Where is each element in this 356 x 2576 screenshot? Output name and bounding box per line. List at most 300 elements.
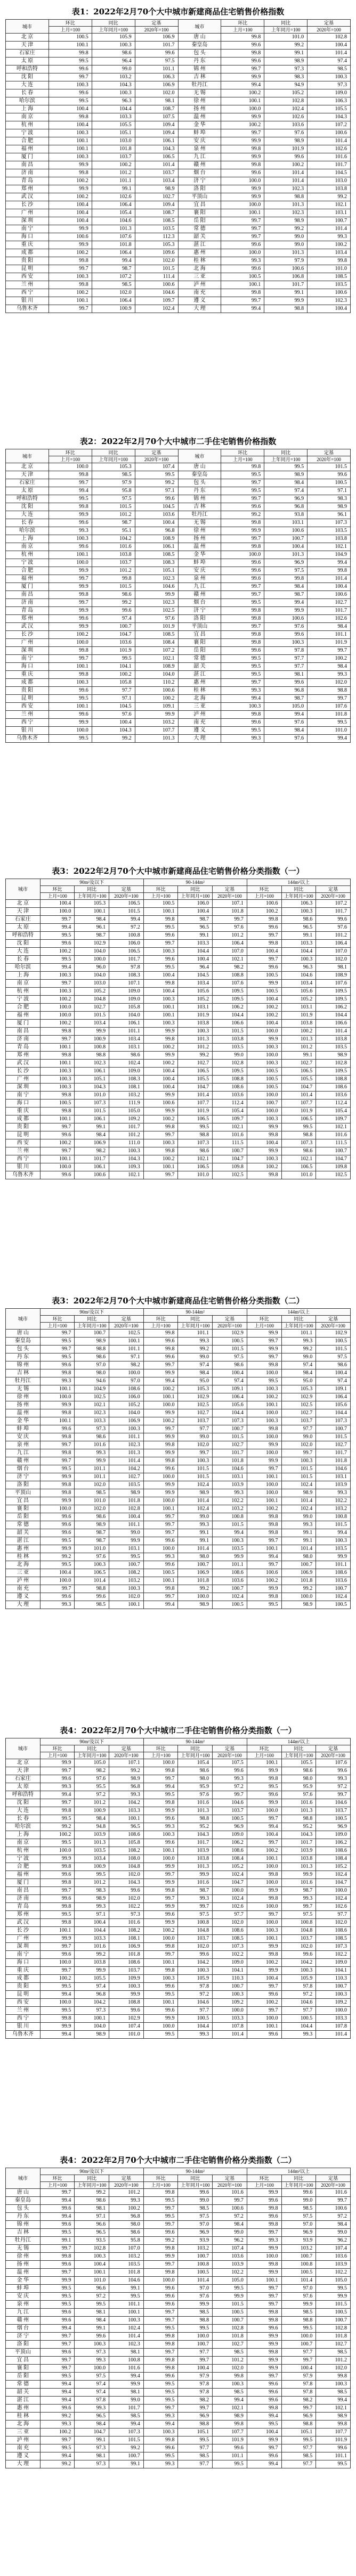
table-row (6, 1409, 351, 1417)
value-cell: 106.3 (135, 73, 178, 81)
value-cell: 99.8 (247, 1951, 281, 1959)
value-cell: 100.2 (221, 121, 264, 129)
value-cell: 102.8 (75, 2245, 109, 2253)
header-cell: 同比 (75, 1316, 109, 1323)
city-cell: 泸 州 (178, 711, 221, 719)
value-cell: 99.9 (247, 2333, 281, 2341)
value-cell: 99.9 (221, 193, 264, 201)
value-cell: 96.5 (109, 1823, 144, 1831)
value-cell: 101.5 (316, 1521, 351, 1529)
value-cell: 102.8 (316, 1060, 351, 1068)
value-cell: 99.6 (221, 559, 264, 567)
value-cell: 99.9 (48, 161, 92, 169)
value-cell: 99.7 (221, 535, 264, 543)
value-cell: 99.9 (316, 1553, 351, 1561)
value-cell: 102.0 (213, 2365, 247, 2373)
value-cell: 97.1 (135, 487, 178, 495)
value-cell: 97.2 (178, 1991, 213, 1999)
city-cell: 蚌 埠 (6, 2285, 41, 2293)
header-cell: 同比 (92, 449, 135, 456)
value-cell: 106.5 (109, 948, 144, 956)
value-cell: 103.9 (281, 1847, 316, 1855)
value-cell: 96.9 (178, 2229, 213, 2237)
city-cell: 宁 波 (6, 996, 41, 1004)
value-cell: 104.6 (135, 289, 178, 297)
value-cell: 98.2 (281, 2397, 316, 2405)
city-cell: 南 充 (6, 2444, 41, 2452)
value-cell: 99.5 (281, 2325, 316, 2333)
value-cell: 101.9 (281, 1012, 316, 1020)
value-cell: 100.2 (247, 1012, 281, 1020)
city-cell: 广 州 (6, 209, 49, 217)
value-cell: 100.0 (213, 1887, 247, 1895)
table-row (6, 1593, 351, 1601)
city-cell: 温 州 (6, 1409, 41, 1417)
value-cell: 99.7 (40, 1330, 75, 1338)
value-cell: 108.4 (213, 1855, 247, 1863)
value-cell: 99.6 (247, 1791, 281, 1799)
value-cell: 105.4 (213, 1107, 247, 1115)
value-cell: 99.6 (221, 503, 264, 511)
value-cell: 99.5 (247, 2421, 281, 2429)
value-cell: 100.7 (316, 1425, 351, 1433)
value-cell: 99.8 (40, 1489, 75, 1497)
table-row (6, 2365, 351, 2373)
city-cell: 哈尔滨 (6, 1823, 41, 1831)
value-cell: 98.0 (281, 1553, 316, 1561)
value-cell: 104.4 (316, 1012, 351, 1020)
value-cell: 107.3 (213, 1417, 247, 1425)
value-cell: 102.1 (135, 655, 178, 663)
value-cell: 100.0 (247, 1903, 281, 1911)
value-cell: 101.6 (213, 2189, 247, 2197)
table-row (6, 900, 351, 908)
value-cell: 100.9 (92, 305, 135, 313)
value-cell: 101.2 (109, 2189, 144, 2197)
value-cell: 99.4 (40, 964, 75, 972)
subheader-cell: 上年同月=100 (178, 1752, 213, 1759)
table-row (6, 2421, 351, 2429)
value-cell: 99.0 (178, 1353, 213, 1361)
value-cell: 100.1 (143, 1012, 178, 1020)
value-cell: 99.6 (247, 1991, 281, 1999)
value-cell: 99.3 (281, 2031, 316, 2039)
value-cell: 99.9 (247, 1441, 281, 1449)
value-cell: 107.4 (213, 2245, 247, 2253)
value-cell: 103.4 (75, 1020, 109, 1028)
value-cell: 99.8 (143, 2341, 178, 2349)
value-cell: 102.1 (213, 956, 247, 964)
value-cell: 100.0 (221, 177, 264, 185)
value-cell: 98.9 (75, 1521, 109, 1529)
value-cell: 100.1 (48, 297, 92, 305)
value-cell: 108.1 (109, 1084, 144, 1092)
value-cell: 99.3 (281, 1895, 316, 1903)
value-cell: 98.1 (75, 2309, 109, 2317)
city-cell: 锦 州 (178, 65, 221, 73)
city-cell: 济 南 (6, 599, 49, 607)
value-cell: 100.5 (247, 988, 281, 996)
header-cell: 城市 (6, 1738, 41, 1759)
value-cell: 104.4 (178, 2023, 213, 2031)
value-cell: 100.8 (109, 2357, 144, 2365)
value-cell: 95.2 (178, 1823, 213, 1831)
value-cell: 99.8 (221, 631, 264, 639)
value-cell: 100.6 (247, 1569, 281, 1577)
value-cell: 103.3 (75, 1417, 109, 1425)
value-cell: 107.5 (213, 1759, 247, 1767)
city-cell: 长 春 (6, 1815, 41, 1823)
city-cell: 成 都 (6, 1975, 41, 1983)
value-cell: 99.9 (48, 185, 92, 193)
value-cell: 97.7 (264, 655, 308, 663)
table-row (6, 527, 351, 535)
value-cell: 103.8 (178, 1020, 213, 1028)
city-cell: 西 安 (6, 1999, 41, 2007)
value-cell: 99.0 (264, 233, 308, 241)
value-cell: 93.8 (264, 511, 308, 519)
value-cell: 99.7 (247, 2444, 281, 2452)
value-cell: 97.5 (75, 2373, 109, 2381)
value-cell: 99.6 (264, 679, 308, 687)
value-cell: 98.5 (92, 281, 135, 289)
value-cell: 100.0 (281, 2333, 316, 2341)
value-cell: 100.7 (178, 1561, 213, 1569)
header-cell: 同比 (281, 1316, 316, 1323)
value-cell: 99.9 (247, 1767, 281, 1775)
value-cell: 99.5 (40, 2007, 75, 2015)
value-cell: 99.2 (40, 2413, 75, 2421)
city-cell: 金 华 (6, 2277, 41, 2285)
table-block-1 (5, 4, 351, 313)
table-row (6, 281, 351, 289)
value-cell: 106.8 (264, 273, 308, 281)
value-cell: 100.2 (247, 1163, 281, 1171)
city-cell: 昆 明 (6, 1991, 41, 1999)
city-cell: 宁 波 (6, 559, 49, 567)
value-cell: 99.8 (247, 940, 281, 948)
table-row (6, 73, 351, 81)
value-cell: 98.5 (178, 2205, 213, 2213)
value-cell: 99.9 (247, 1147, 281, 1155)
value-cell: 99.9 (40, 2023, 75, 2031)
value-cell: 99.6 (75, 2333, 109, 2341)
value-cell: 99.9 (40, 1545, 75, 1553)
header-cell: 环比 (247, 886, 281, 893)
table-row (6, 2309, 351, 2317)
value-cell: 99.5 (143, 2452, 178, 2460)
table-row (6, 1831, 351, 1839)
city-cell: 南 宁 (6, 1951, 41, 1959)
value-cell: 99.7 (143, 2349, 178, 2357)
city-cell: 三 亚 (178, 703, 221, 711)
city-cell: 吉 林 (6, 2229, 41, 2237)
value-cell: 101.9 (264, 145, 308, 153)
city-cell: 贵 阳 (6, 687, 49, 695)
value-cell: 97.6 (281, 1791, 316, 1799)
value-cell: 101.7 (75, 1155, 109, 1163)
header-cell: 环比 (247, 1316, 281, 1323)
value-cell: 107.3 (75, 1100, 109, 1107)
value-cell: 100.3 (48, 129, 92, 137)
city-cell: 福 州 (6, 575, 49, 583)
value-cell: 99.8 (143, 1585, 178, 1593)
value-cell: 100.1 (221, 281, 264, 289)
table-row (6, 65, 351, 73)
value-cell: 98.9 (264, 137, 308, 145)
table-row (6, 1338, 351, 1346)
value-cell: 99.8 (48, 647, 92, 655)
value-cell: 99.3 (213, 1489, 247, 1497)
value-cell: 99.6 (178, 2189, 213, 2197)
table-row (6, 1521, 351, 1529)
value-cell: 109.6 (135, 249, 178, 257)
value-cell: 98.5 (308, 65, 351, 73)
value-cell: 95.8 (109, 2237, 144, 2245)
header-cell: 同比 (75, 886, 109, 893)
value-cell: 100.0 (221, 201, 264, 209)
value-cell: 100.5 (247, 1076, 281, 1084)
header-cell: 定基 (316, 1745, 351, 1752)
value-cell: 98.9 (281, 1489, 316, 1497)
value-cell: 100.2 (308, 655, 351, 663)
value-cell: 99.5 (221, 655, 264, 663)
value-cell: 100.4 (143, 1076, 178, 1084)
value-cell: 99.6 (40, 1593, 75, 1601)
value-cell: 102.3 (308, 297, 351, 305)
subheader-cell: 上月=100 (247, 2182, 281, 2189)
value-cell: 99.3 (281, 1521, 316, 1529)
value-cell: 102.8 (213, 2325, 247, 2333)
value-cell: 102.0 (316, 1919, 351, 1927)
value-cell: 99.5 (40, 1537, 75, 1545)
value-cell: 98.5 (178, 2309, 213, 2317)
value-cell: 99.7 (40, 2245, 75, 2253)
value-cell: 100.4 (247, 948, 281, 956)
value-cell: 104.6 (316, 1465, 351, 1473)
value-cell: 99.8 (143, 2357, 178, 2365)
table-row (6, 655, 351, 663)
city-cell: 泸 州 (6, 2436, 41, 2444)
value-cell: 100.2 (40, 2429, 75, 2436)
value-cell: 104.7 (213, 1155, 247, 1163)
table-row (6, 988, 351, 996)
value-cell: 106.0 (178, 900, 213, 908)
city-cell: 南 京 (6, 1839, 41, 1847)
price-index-table (5, 879, 351, 1179)
value-cell: 99.5 (316, 2285, 351, 2293)
value-cell: 103.8 (92, 551, 135, 559)
value-cell: 99.7 (247, 2301, 281, 2309)
subheader-cell: 上月=100 (143, 893, 178, 900)
value-cell: 97.5 (281, 2213, 316, 2221)
city-cell: 兰 州 (6, 281, 49, 289)
value-cell: 99.4 (213, 1529, 247, 1537)
value-cell: 99.4 (221, 695, 264, 703)
value-cell: 100.0 (48, 727, 92, 735)
value-cell: 100.0 (40, 1999, 75, 2007)
value-cell: 104.0 (109, 1012, 144, 1020)
city-cell: 昆 明 (6, 265, 49, 273)
value-cell: 99.6 (221, 42, 264, 50)
value-cell: 101.1 (75, 1465, 109, 1473)
value-cell: 99.8 (143, 1887, 178, 1895)
value-cell: 100.2 (92, 671, 135, 679)
value-cell: 105.1 (281, 2429, 316, 2436)
table-row (6, 1545, 351, 1553)
value-cell: 100.3 (48, 273, 92, 281)
value-cell: 103.7 (92, 153, 135, 161)
value-cell: 104.2 (109, 1799, 144, 1807)
value-cell: 100.2 (48, 289, 92, 297)
value-cell: 101.3 (281, 1036, 316, 1044)
value-cell: 103.5 (213, 1044, 247, 1052)
city-cell: 遵 义 (6, 1593, 41, 1601)
value-cell: 98.9 (264, 217, 308, 225)
value-cell: 100.6 (75, 1171, 109, 1179)
value-cell: 99.8 (221, 161, 264, 169)
value-cell: 100.2 (40, 1139, 75, 1147)
value-cell: 98.5 (281, 2205, 316, 2213)
city-cell: 广 州 (6, 639, 49, 647)
value-cell: 98.1 (75, 2205, 109, 2213)
table-row (6, 567, 351, 575)
city-cell: 银 川 (6, 2023, 41, 2031)
value-cell: 99.9 (143, 1052, 178, 1060)
value-cell: 100.1 (143, 908, 178, 916)
value-cell: 104.6 (281, 1999, 316, 2007)
value-cell: 101.7 (135, 42, 178, 50)
value-cell: 99.4 (247, 1823, 281, 1831)
value-cell: 100.7 (247, 1100, 281, 1107)
value-cell: 102.0 (109, 1895, 144, 1903)
value-cell: 97.7 (178, 2460, 213, 2468)
value-cell: 100.5 (178, 2269, 213, 2277)
value-cell: 99.3 (221, 257, 264, 265)
table-row (6, 1330, 351, 1338)
value-cell: 108.8 (109, 1999, 144, 2007)
value-cell: 99.7 (40, 2357, 75, 2365)
value-cell: 97.0 (178, 2221, 213, 2229)
value-cell: 112.3 (135, 233, 178, 241)
city-cell: 银 川 (6, 297, 49, 305)
value-cell: 101.2 (75, 1799, 109, 1807)
table-title: 表1：2022年2月70个大中城市新建商品住宅销售价格指数 (71, 7, 285, 17)
value-cell: 99.8 (316, 2421, 351, 2429)
table-row (6, 2237, 351, 2245)
value-cell: 101.7 (109, 1123, 144, 1131)
value-cell: 99.0 (281, 1353, 316, 1361)
subheader-cell: 2020年=100 (213, 1323, 247, 1330)
value-cell: 112.4 (316, 1100, 351, 1107)
value-cell: 99.6 (221, 265, 264, 273)
value-cell: 99.6 (135, 50, 178, 58)
city-cell: 宜 昌 (6, 2357, 41, 2365)
table-row (6, 161, 351, 169)
value-cell: 99.8 (143, 1943, 178, 1951)
value-cell: 98.8 (75, 1585, 109, 1593)
value-cell: 99.2 (75, 2189, 109, 2197)
value-cell: 102.7 (135, 193, 178, 201)
value-cell: 103.6 (213, 2253, 247, 2261)
table-row (6, 535, 351, 543)
city-cell: 南 充 (178, 289, 221, 297)
city-cell: 吉 林 (6, 1369, 41, 1377)
value-cell: 99.6 (40, 1871, 75, 1879)
value-cell: 105.1 (92, 129, 135, 137)
value-cell: 106.1 (75, 1068, 109, 1076)
value-cell: 102.6 (264, 113, 308, 121)
value-cell: 99.5 (178, 2436, 213, 2444)
value-cell: 103.2 (281, 2245, 316, 2253)
city-cell: 哈尔滨 (6, 964, 41, 972)
value-cell: 103.7 (213, 1807, 247, 1815)
value-cell: 96.8 (264, 503, 308, 511)
city-cell: 宁 波 (6, 1855, 41, 1863)
value-cell: 100.1 (143, 1505, 178, 1513)
value-cell: 110.2 (135, 679, 178, 687)
table-row (6, 2261, 351, 2269)
value-cell: 103.8 (75, 1959, 109, 1967)
value-cell: 108.7 (135, 209, 178, 217)
table-block-4 (5, 1293, 351, 1609)
value-cell: 99.7 (143, 2221, 178, 2229)
value-cell: 99.9 (247, 1887, 281, 1895)
value-cell: 100.5 (316, 1815, 351, 1823)
value-cell: 102.8 (316, 2325, 351, 2333)
value-cell: 101.6 (109, 2365, 144, 2373)
header-cell: 环比 (40, 1745, 75, 1752)
value-cell: 99.7 (48, 599, 92, 607)
value-cell: 96.2 (213, 2237, 247, 2245)
value-cell: 99.9 (143, 1863, 178, 1871)
city-cell: 昆 明 (6, 695, 49, 703)
value-cell: 100.4 (247, 2429, 281, 2436)
value-cell: 100.1 (48, 137, 92, 145)
city-cell: 韶 关 (178, 233, 221, 241)
value-cell: 97.2 (213, 1783, 247, 1791)
value-cell: 106.5 (135, 153, 178, 161)
value-cell: 99.8 (213, 2373, 247, 2381)
value-cell: 99.7 (40, 1036, 75, 1044)
city-cell: 赣 州 (178, 161, 221, 169)
value-cell: 111.9 (109, 1100, 144, 1107)
value-cell: 99.1 (264, 50, 308, 58)
value-cell: 99.7 (213, 1791, 247, 1799)
value-cell: 100.4 (281, 2365, 316, 2373)
subheader-cell: 2020年=100 (213, 2182, 247, 2189)
value-cell: 106.6 (316, 1020, 351, 1028)
city-cell: 长 春 (6, 89, 49, 97)
value-cell: 101.7 (109, 2405, 144, 2413)
subheader-cell: 2020年=100 (135, 456, 178, 463)
city-cell: 西 宁 (6, 1155, 41, 1163)
city-cell: 成 都 (6, 249, 49, 257)
value-cell: 99.4 (143, 1377, 178, 1385)
table-row (6, 607, 351, 615)
group-header: 144m²以上 (247, 2168, 350, 2175)
value-cell: 99.6 (40, 2221, 75, 2229)
table-row (6, 1353, 351, 1361)
value-cell: 99.4 (40, 2452, 75, 2460)
value-cell: 98.4 (75, 2317, 109, 2325)
value-cell: 103.9 (316, 2261, 351, 2269)
value-cell: 99.8 (40, 1107, 75, 1115)
value-cell: 100.2 (247, 908, 281, 916)
table-row (6, 615, 351, 623)
value-cell: 97.8 (281, 1983, 316, 1991)
value-cell: 105.5 (75, 1975, 109, 1983)
